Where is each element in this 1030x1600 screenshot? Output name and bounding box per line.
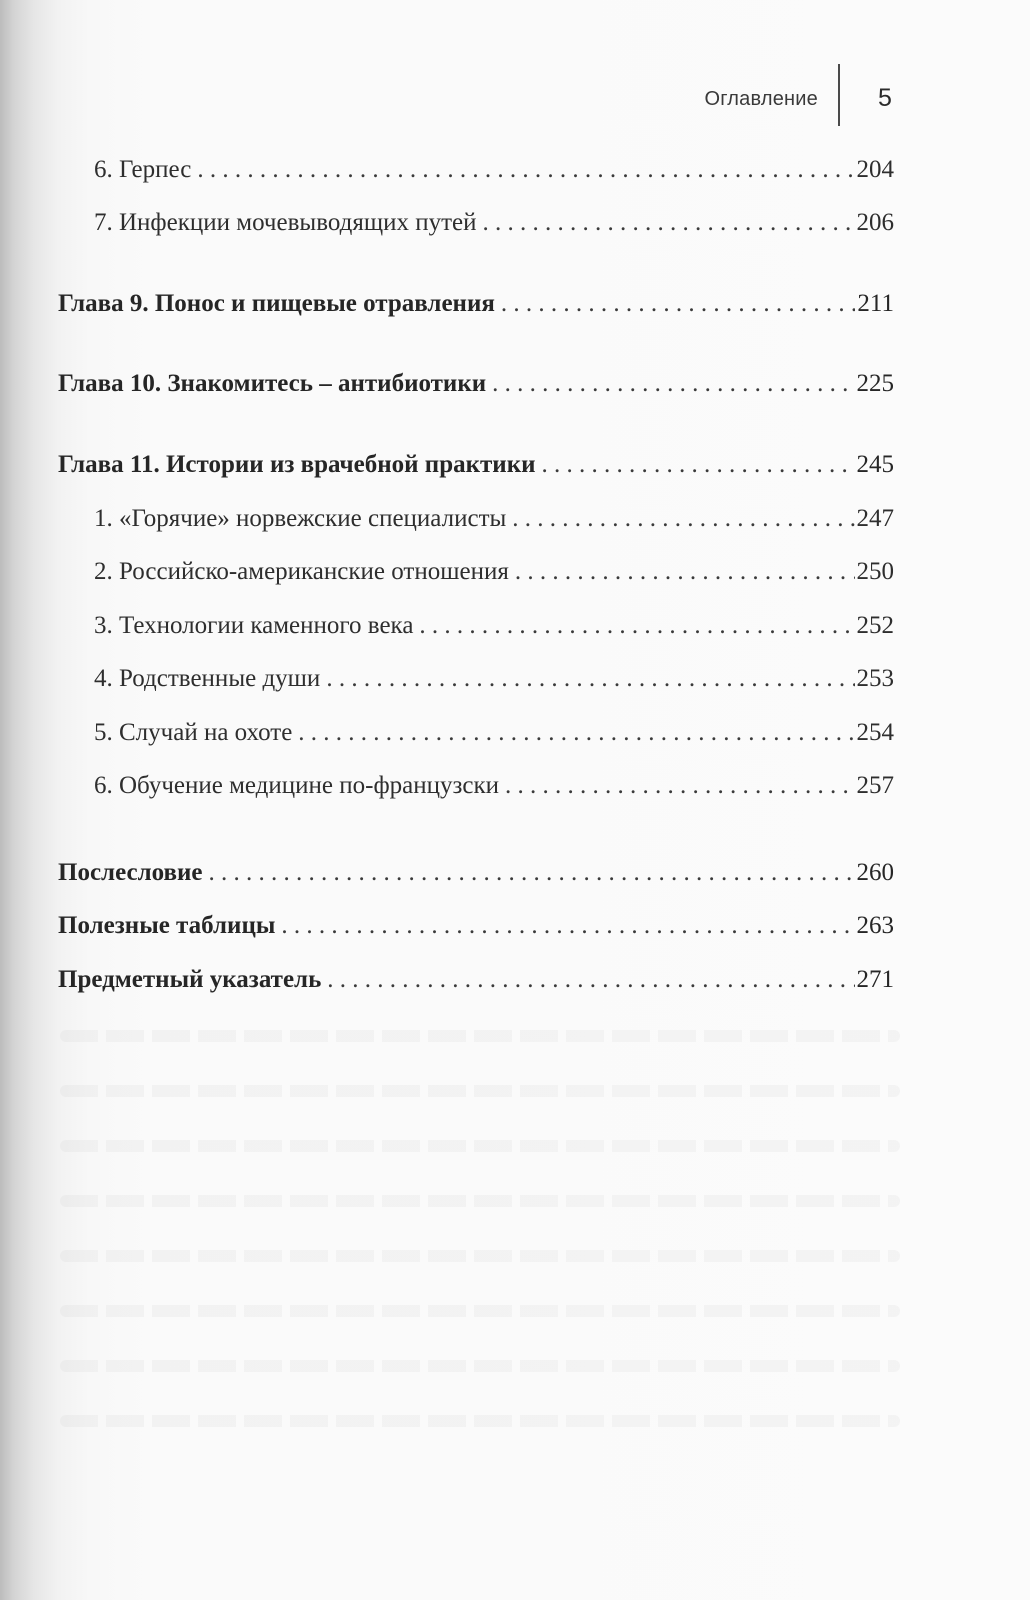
toc-entry bbox=[0, 556, 1030, 596]
dot-leader bbox=[536, 449, 855, 481]
toc-entry-page: 211 bbox=[857, 290, 894, 317]
dot-leader bbox=[499, 770, 854, 802]
toc-entry-page: 206 bbox=[856, 209, 894, 236]
dot-leader bbox=[509, 556, 855, 588]
dot-leader bbox=[413, 610, 854, 642]
toc-entry bbox=[0, 717, 1030, 757]
toc-entry-title: Глава 10. Знакомитесь – антибиотики bbox=[58, 370, 487, 397]
dot-leader bbox=[275, 910, 854, 942]
show-through bbox=[60, 1140, 900, 1152]
toc-chapter-entry bbox=[0, 964, 1030, 1004]
toc-entry bbox=[0, 503, 1030, 543]
toc-entry-page: 245 bbox=[856, 451, 894, 478]
dot-leader bbox=[477, 207, 855, 239]
toc-entry-title: Предметный указатель bbox=[58, 966, 322, 993]
toc-entry bbox=[0, 154, 1030, 194]
toc-entry-title: 3. Технологии каменного века bbox=[94, 612, 414, 639]
toc-entry-title: Полезные таблицы bbox=[58, 912, 276, 939]
toc-chapter-entry bbox=[0, 368, 1030, 408]
toc-entry-title: Глава 9. Понос и пищевые отравления bbox=[58, 290, 495, 317]
toc-entry-page: 225 bbox=[856, 370, 894, 397]
toc-entry-page: 204 bbox=[856, 156, 894, 183]
show-through bbox=[60, 1415, 900, 1427]
dot-leader bbox=[320, 663, 854, 695]
dot-leader bbox=[495, 288, 856, 320]
dot-leader bbox=[506, 503, 854, 535]
dot-leader bbox=[202, 857, 854, 889]
toc-entry-title: 1. «Горячие» норвежские специалисты bbox=[94, 505, 507, 532]
toc-chapter-entry bbox=[0, 910, 1030, 950]
toc-entry-page: 253 bbox=[856, 665, 894, 692]
show-through bbox=[60, 1360, 900, 1372]
dot-leader bbox=[292, 717, 854, 749]
toc-entry bbox=[0, 207, 1030, 247]
toc-chapter-entry bbox=[0, 288, 1030, 328]
toc-chapter-entry bbox=[0, 857, 1030, 897]
page-number: 5 bbox=[878, 84, 892, 112]
dot-leader bbox=[321, 964, 854, 996]
toc-entry-title: Послесловие bbox=[58, 859, 203, 886]
show-through bbox=[60, 1250, 900, 1262]
toc-entry-page: 263 bbox=[856, 912, 894, 939]
toc-entry-title: 4. Родственные души bbox=[94, 665, 321, 692]
toc-entry bbox=[0, 663, 1030, 703]
toc-chapter-entry bbox=[0, 449, 1030, 489]
toc-entry bbox=[0, 770, 1030, 810]
dot-leader bbox=[486, 368, 854, 400]
show-through bbox=[60, 1085, 900, 1097]
dot-leader bbox=[191, 154, 854, 186]
toc-entry-page: 260 bbox=[856, 859, 894, 886]
running-head-title: Оглавление bbox=[704, 88, 818, 110]
running-head bbox=[0, 62, 1030, 132]
toc-entry-title: 6. Обучение медицине по-французски bbox=[94, 772, 500, 799]
toc-entry-title: Глава 11. Истории из врачебной практики bbox=[58, 451, 536, 478]
toc-entry-title: 7. Инфекции мочевыводящих путей bbox=[94, 209, 477, 236]
running-head-divider bbox=[838, 64, 840, 126]
toc-entry-page: 252 bbox=[856, 612, 894, 639]
toc-entry-title: 5. Случай на охоте bbox=[94, 719, 293, 746]
toc-entry-page: 250 bbox=[856, 558, 894, 585]
toc-entry-page: 271 bbox=[856, 966, 894, 993]
toc-entry bbox=[0, 610, 1030, 650]
toc-entry-page: 254 bbox=[856, 719, 894, 746]
toc-entry-page: 257 bbox=[856, 772, 894, 799]
toc-entry-page: 247 bbox=[856, 505, 894, 532]
show-through bbox=[60, 1305, 900, 1317]
toc-entry-title: 6. Герпес bbox=[94, 156, 192, 183]
show-through bbox=[60, 1030, 900, 1042]
toc-entry-title: 2. Российско-американские отношения bbox=[94, 558, 509, 585]
show-through bbox=[60, 1195, 900, 1207]
